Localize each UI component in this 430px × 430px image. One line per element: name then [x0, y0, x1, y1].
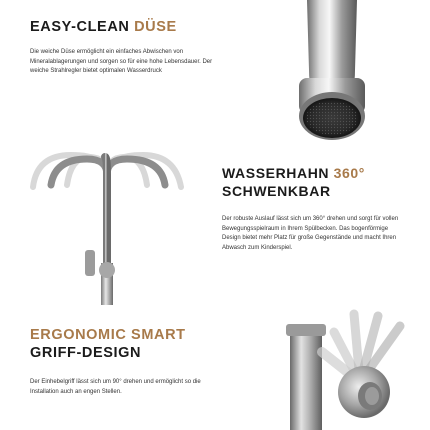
heading-part-accent: DÜSE	[134, 19, 177, 35]
heading-360-swivel	[222, 165, 422, 200]
heading-line2: SCHWENKBAR	[222, 182, 331, 199]
heading-part-accent: 360°	[333, 165, 365, 181]
description-easy-clean: Die weiche Düse ermöglicht ein einfaches Abwischen von Mineralablagerungen und sorgen so für eine hohe Lebensdauer. Der weiche Strahlregler bietet optimalen Wasserdruck	[30, 49, 213, 75]
feature-easy-clean	[30, 18, 240, 77]
nozzle-photo	[285, 0, 380, 150]
heading-ergonomic-handle	[30, 326, 250, 362]
feature-ergonomic-handle	[30, 326, 250, 397]
handle-photo	[282, 292, 430, 430]
heading-line1: ERGONOMIC SMART	[30, 327, 186, 343]
description-ergonomic-handle: Der Einhebelgriff lässt sich um 90° drehen und ermöglicht so die Installation auch an engen Stellen.	[30, 379, 201, 395]
feature-360-swivel	[222, 165, 422, 253]
heading-easy-clean	[30, 18, 240, 36]
heading-line2: GRIFF-DESIGN	[30, 345, 142, 362]
swivel-faucet-photo	[15, 145, 195, 305]
heading-part-main: WASSERHAHN	[222, 165, 334, 181]
description-360-swivel: Der robuste Auslauf lässt sich um 360° drehen und sorgt für vollen Bewegungsspielraum in Ihrem Spülbecken. Das bogenförmige Design bietet mehr Platz für große Gegenstände und macht Ihren Abwasch zum Kinderspiel.	[222, 216, 399, 251]
heading-part-main: EASY-CLEAN	[30, 19, 135, 35]
